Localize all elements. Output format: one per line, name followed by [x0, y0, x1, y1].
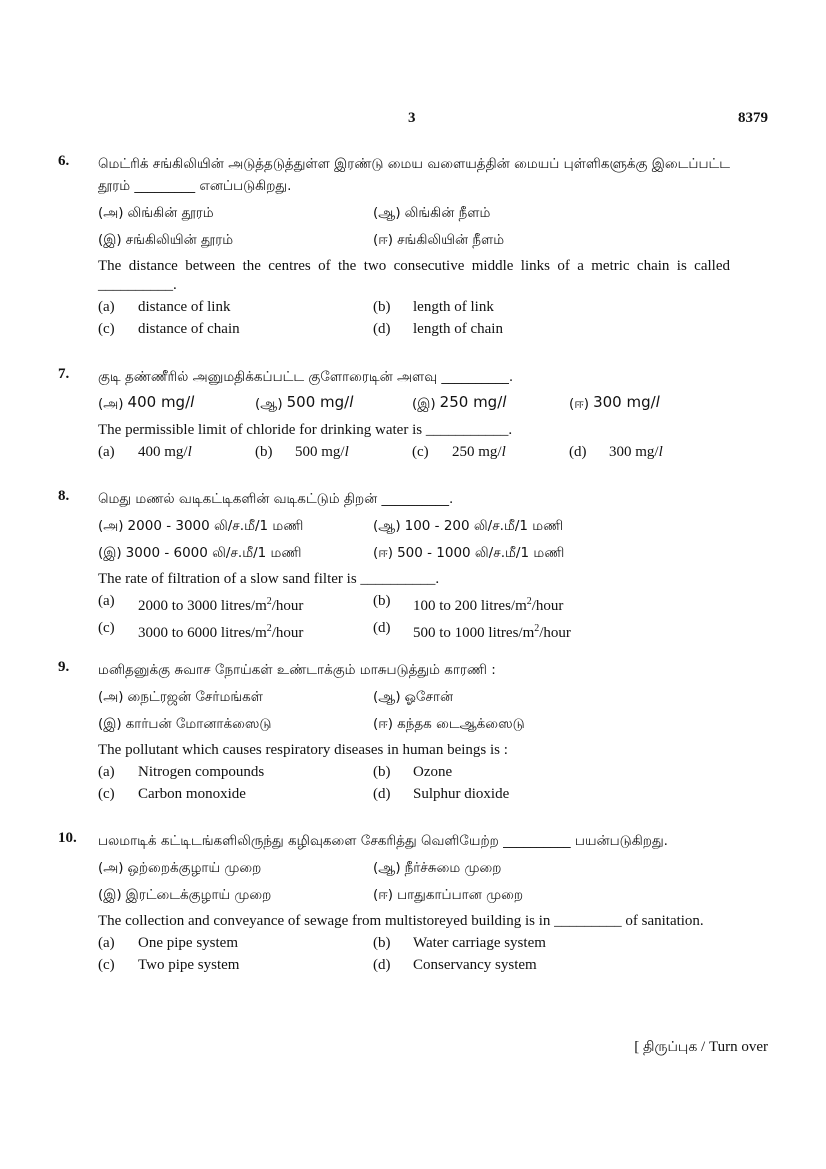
tamil-option: (ஈ) கந்தக டைஆக்ஸைடு — [373, 716, 525, 732]
tamil-option: (ஈ) சங்கிலியின் நீளம் — [373, 232, 505, 248]
tamil-stem: பலமாடிக் கட்டிடங்களிலிருந்து கழிவுகளை சேகரித்து வெளியேற்ற __________ பயன்படுகிறது. — [98, 833, 668, 849]
english-option: (d) Conservancy system — [373, 957, 537, 973]
english-option: (d) length of chain — [373, 321, 503, 337]
english-option: (a) 2000 to 3000 litres/$m^2$/hour — [98, 593, 304, 614]
english-option: (c) 3000 to 6000 litres/$m^2$/hour — [98, 620, 304, 641]
english-option: (a) 400 mg/ l — [98, 444, 192, 460]
tamil-option: (இ) இரட்டைக்குழாய் முறை — [98, 887, 272, 903]
english-option: (b) Water carriage system — [373, 935, 546, 951]
english-stem: The rate of filtration of a slow sand filter is __________. — [98, 571, 440, 587]
english-option: (d) 500 to 1000 litres/$m^2$/hour — [373, 620, 571, 641]
tamil-option: (ஆ) 100 - 200 லி/ச.மீ/1 மணி — [373, 518, 564, 534]
question-number: 10. — [58, 830, 77, 846]
tamil-stem: குடி தண்ணீரில் அனுமதிக்கப்பட்ட குளோரைடின் அளவு __________. — [98, 369, 514, 385]
english-option: (c) Two pipe system — [98, 957, 240, 973]
tamil-option: (அ) 400 mg/l — [98, 393, 195, 412]
question-number: 8. — [58, 488, 70, 504]
tamil-option: (ஆ) லிங்கின் நீளம் — [373, 205, 491, 221]
tamil-option: (ஆ) நீர்ச்சுமை முறை — [373, 860, 502, 876]
english-option: (c) 250 mg/ l — [412, 444, 506, 460]
tamil-option: (ஆ) 500 mg/l — [255, 393, 354, 412]
tamil-option: (அ) 2000 - 3000 லி/ச.மீ/1 மணி — [98, 518, 304, 534]
english-option: (b) 500 mg/ l — [255, 444, 349, 460]
tamil-option: (ஆ) ஓசோன் — [373, 689, 454, 705]
english-option: (c) Carbon monoxide — [98, 786, 246, 802]
english-option: (c) distance of chain — [98, 321, 240, 337]
tamil-option: (அ) ஒற்றைக்குழாய் முறை — [98, 860, 262, 876]
tamil-option: (அ) லிங்கின் தூரம் — [98, 205, 214, 221]
tamil-stem: மெது மணல் வடிகட்டிகளின் வடிகட்டும் திறன் __________. — [98, 491, 454, 507]
english-option: (d) Sulphur dioxide — [373, 786, 510, 802]
english-option: (b) 100 to 200 litres/$m^2$/hour — [373, 593, 564, 614]
english-option: (a) Nitrogen compounds — [98, 764, 265, 780]
tamil-stem: மனிதனுக்கு சுவாச நோய்கள் உண்டாக்கும் மாசுபடுத்தும் காரணி : — [98, 662, 496, 678]
question-8 — [58, 488, 730, 643]
question-number: 6. — [58, 153, 70, 169]
tamil-stem: மெட்ரிக் சங்கிலியின் அடுத்தடுத்துள்ள இரண்டு மைய வளையத்தின் மையப் புள்ளிகளுக்கு இடைப்பட்ட தூரம் _________ எனப்படுகிறது. — [98, 156, 730, 194]
english-option: (b) Ozone — [373, 764, 453, 780]
english-stem: The permissible limit of chloride for drinking water is ___________. — [98, 422, 513, 438]
tamil-option: (இ) சங்கிலியின் தூரம் — [98, 232, 234, 248]
paper-code: 8379 — [738, 110, 768, 126]
english-stem: The distance between the centres of the two consecutive middle links of a metric chain is called __________. — [98, 258, 730, 293]
english-stem: The pollutant which causes respiratory diseases in human beings is : — [98, 742, 508, 758]
tamil-option: (அ) நைட்ரஜன் சேர்மங்கள் — [98, 689, 263, 705]
turn-over-note: [ திருப்புக / Turn over — [634, 1039, 768, 1055]
question-6 — [58, 153, 730, 339]
question-number: 7. — [58, 366, 70, 382]
tamil-option: (ஈ) 300 mg/l — [569, 393, 660, 412]
page-number: 3 — [408, 110, 416, 126]
question-10 — [58, 830, 730, 975]
english-option: (a) One pipe system — [98, 935, 238, 951]
english-stem: The collection and conveyance of sewage from multistoreyed building is in _________ of sanitation. — [98, 913, 704, 929]
question-number: 9. — [58, 659, 70, 675]
question-7 — [58, 366, 730, 462]
tamil-option: (இ) கார்பன் மோனாக்ஸைடு — [98, 716, 272, 732]
question-9 — [58, 659, 730, 804]
tamil-option: (இ) 250 mg/l — [412, 393, 507, 412]
english-option: (d) 300 mg/ l — [569, 444, 663, 460]
english-option: (a) distance of link — [98, 299, 231, 315]
english-option: (b) length of link — [373, 299, 494, 315]
tamil-option: (ஈ) பாதுகாப்பான முறை — [373, 887, 524, 903]
tamil-option: (ஈ) 500 - 1000 லி/ச.மீ/1 மணி — [373, 545, 565, 561]
tamil-option: (இ) 3000 - 6000 லி/ச.மீ/1 மணி — [98, 545, 302, 561]
